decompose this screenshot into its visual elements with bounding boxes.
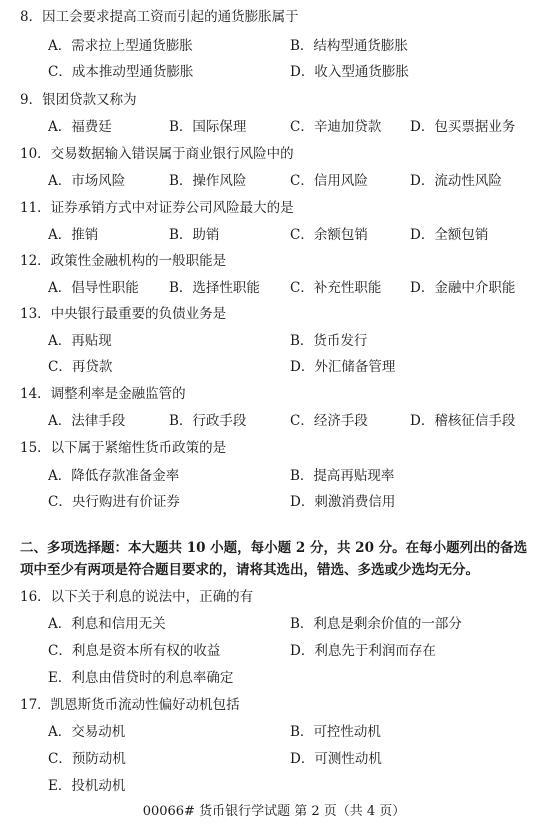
page-footer: 00066# 货币银行学试题 第 2 页（共 4 页）	[142, 804, 406, 819]
question-17-options-row-3	[48, 777, 538, 795]
question-11-options-row	[48, 226, 538, 244]
question-10-option-d: D．流动性风险	[410, 173, 502, 189]
question-14-option-d: D．稽核征信手段	[410, 413, 516, 429]
question-15-option-a: A．降低存款准备金率	[48, 468, 180, 484]
question-14-options-row	[48, 412, 538, 430]
question-17-option-c: C．预防动机	[48, 751, 126, 767]
question-15-options-row-2	[48, 493, 538, 511]
question-17-options-row-2	[48, 750, 538, 768]
question-16-option-c: C．利息是资本所有权的收益	[48, 643, 221, 659]
question-17-option-b: B．可控性动机	[290, 724, 381, 740]
question-10-option-c: C．信用风险	[290, 173, 368, 189]
question-9-stem: 9．银团贷款又称为	[20, 92, 137, 108]
question-10-stem: 10．交易数据输入错误属于商业银行风险中的	[20, 146, 294, 162]
question-16-option-d: D．利息先于利润而存在	[290, 643, 436, 659]
question-16-options-row-3	[48, 669, 538, 687]
question-17-option-a: A．交易动机	[48, 724, 126, 740]
question-8-option-a: A．需求拉上型通货膨胀	[48, 38, 193, 54]
question-13-option-b: B．货币发行	[290, 333, 368, 349]
question-9-option-d: D．包买票据业务	[410, 119, 516, 135]
question-13-option-d: D．外汇储备管理	[290, 359, 396, 375]
question-13-options-row-2	[48, 358, 538, 376]
question-15-options-row-1	[48, 467, 538, 485]
question-17-option-e: E．投机动机	[48, 778, 126, 794]
question-9-option-c: C．辛迪加贷款	[290, 119, 382, 135]
question-16-option-e: E．利息由借贷时的利息率确定	[48, 670, 234, 686]
question-14-option-c: C．经济手段	[290, 413, 368, 429]
question-8-option-b: B．结构型通货膨胀	[290, 38, 408, 54]
question-11-option-b: B．助销	[169, 227, 220, 243]
question-12-option-d: D．金融中介职能	[410, 280, 516, 296]
question-15-option-b: B．提高再贴现率	[290, 468, 395, 484]
question-12-options-row	[48, 279, 538, 297]
question-9-option-b: B．国际保理	[169, 119, 247, 135]
question-9-option-a: A．福费廷	[48, 119, 112, 135]
question-13-option-c: C．再贷款	[48, 359, 113, 375]
question-12-option-c: C．补充性职能	[290, 280, 382, 296]
question-12-stem: 12．政策性金融机构的一般职能是	[20, 253, 227, 269]
question-14-stem: 14．调整利率是金融监管的	[20, 386, 186, 402]
question-13-stem: 13．中央银行最重要的负债业务是	[20, 306, 227, 322]
question-16-options-row-1	[48, 615, 538, 633]
question-8-option-d: D．收入型通货膨胀	[290, 64, 409, 80]
question-16-option-b: B．利息是剩余价值的一部分	[290, 616, 462, 632]
question-14-option-a: A．法律手段	[48, 413, 126, 429]
question-10-option-b: B．操作风险	[169, 173, 247, 189]
question-15-option-c: C．央行购进有价证券	[48, 494, 180, 510]
question-10-option-a: A．市场风险	[48, 173, 126, 189]
question-13-option-a: A．再贴现	[48, 333, 112, 349]
question-17-options-row-1	[48, 723, 538, 741]
question-10-options-row	[48, 172, 538, 190]
question-16-stem: 16．以下关于利息的说法中，正确的有	[20, 589, 254, 605]
question-13-options-row-1	[48, 332, 538, 350]
question-11-option-d: D．全额包销	[410, 227, 489, 243]
question-11-stem: 11．证券承销方式中对证券公司风险最大的是	[20, 200, 294, 216]
question-16-option-a: A．利息和信用无关	[48, 616, 166, 632]
question-8-stem: 8．因工会要求提高工资而引起的通货膨胀属于	[20, 9, 299, 25]
question-15-stem: 15．以下属于紧缩性货币政策的是	[20, 440, 227, 456]
question-16-options-row-2	[48, 642, 538, 660]
question-12-option-a: A．倡导性职能	[48, 280, 139, 296]
question-17-option-d: D．可测性动机	[290, 751, 382, 767]
question-8-option-c: C．成本推动型通货膨胀	[48, 64, 194, 80]
question-11-option-a: A．推销	[48, 227, 99, 243]
section-2-heading: 二、多项选择题：本大题共 10 小题，每小题 2 分，共 20 分。在每小题列出的备选项中至少有两项是符合题目要求的，请将其选出，错选、多选或少选均无分。	[20, 540, 528, 578]
question-12-option-b: B．选择性职能	[169, 280, 260, 296]
question-17-stem: 17．凯恩斯货币流动性偏好动机包括	[20, 697, 240, 713]
question-9-options-row	[48, 118, 538, 136]
question-11-option-c: C．余额包销	[290, 227, 368, 243]
question-8-options-row-1	[48, 37, 538, 55]
question-14-option-b: B．行政手段	[169, 413, 247, 429]
question-8-options-row-2	[48, 63, 538, 81]
question-15-option-d: D．刺激消费信用	[290, 494, 396, 510]
